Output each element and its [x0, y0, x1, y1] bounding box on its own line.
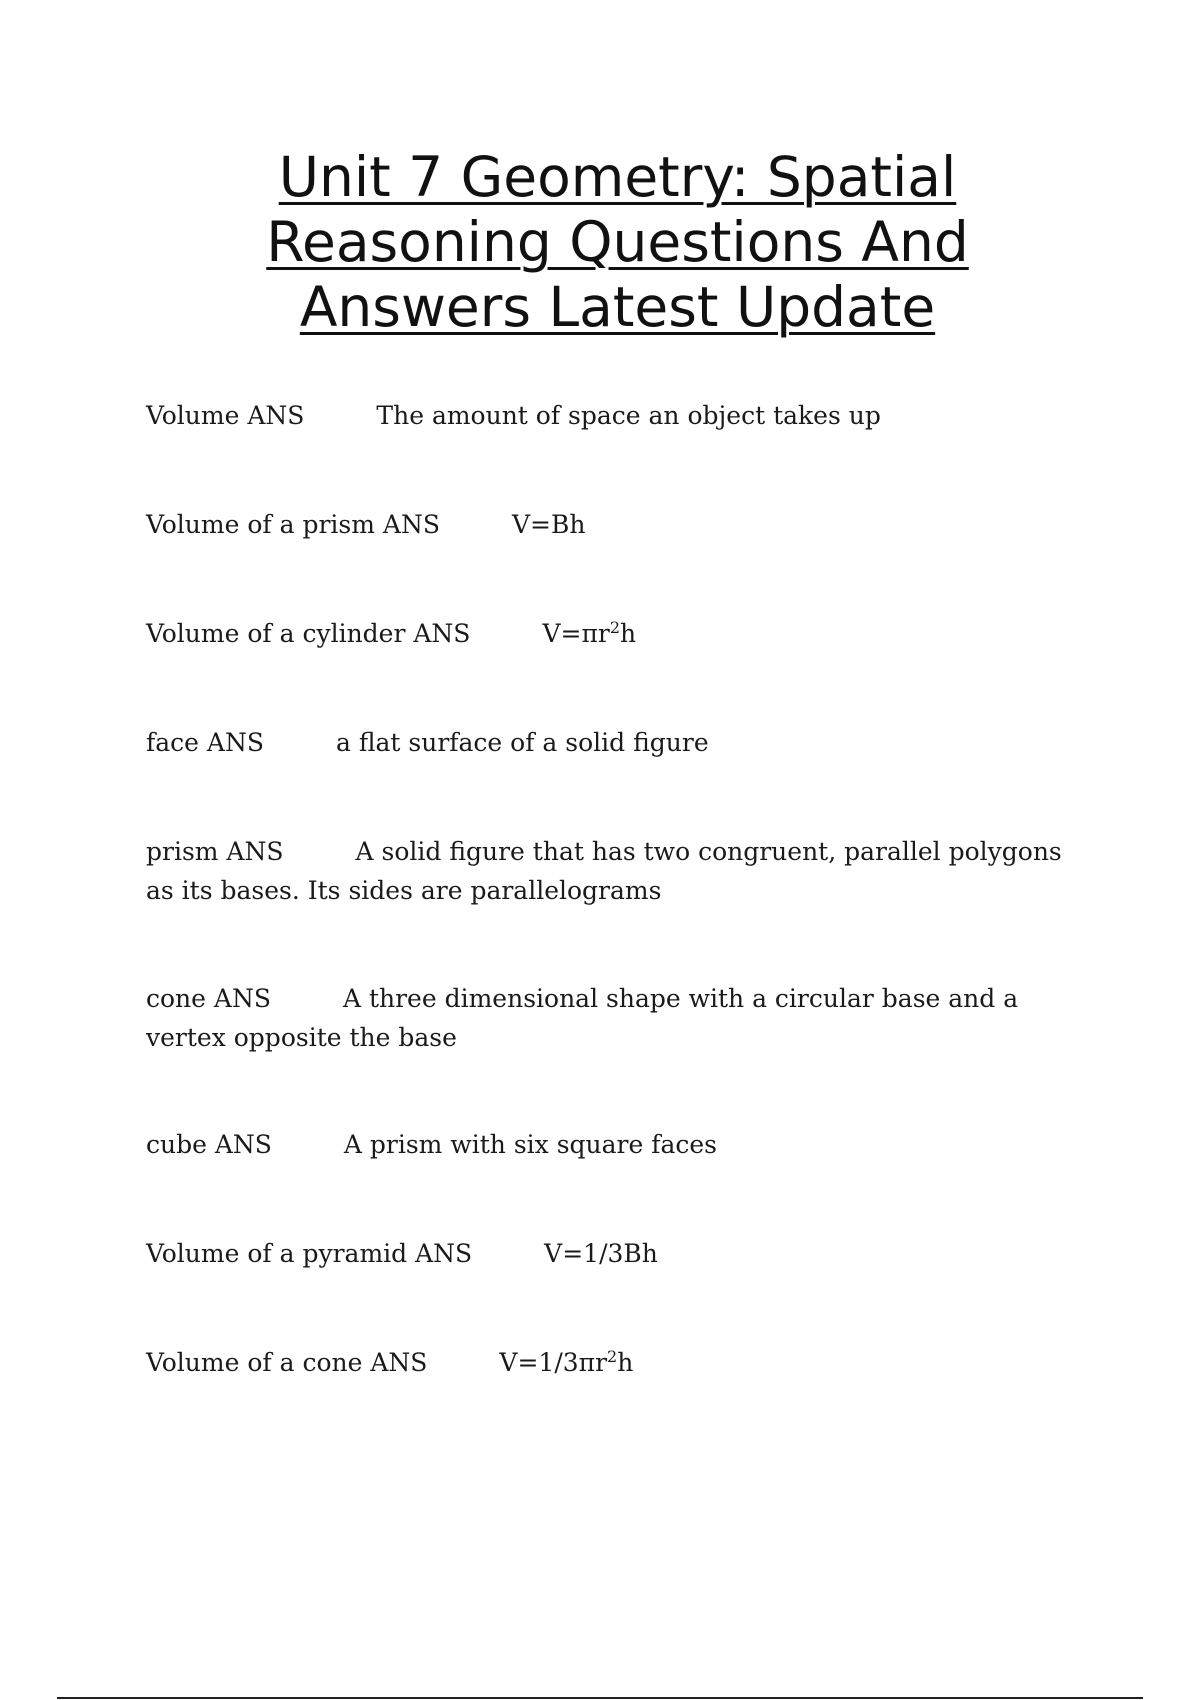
- qa-answer: A prism with six square faces: [343, 1130, 718, 1159]
- footer-divider: [57, 1697, 1143, 1699]
- qa-term: Volume of a pyramid ANS: [146, 1239, 473, 1268]
- qa-term: face ANS: [146, 728, 264, 757]
- qa-entry: [146, 396, 1096, 435]
- qa-term: Volume of a cylinder ANS: [146, 619, 471, 648]
- qa-entry: [146, 832, 1096, 910]
- qa-term: prism ANS: [146, 837, 284, 866]
- qa-answer: [542, 619, 636, 648]
- qa-answer: V=1/3Bh: [544, 1239, 658, 1268]
- qa-entry: [146, 614, 1096, 653]
- qa-answer: V=Bh: [511, 510, 586, 539]
- qa-entry: [146, 1125, 1096, 1164]
- qa-answer-text: V=1/3πr: [499, 1348, 608, 1377]
- qa-term: Volume of a cone ANS: [146, 1348, 428, 1377]
- qa-answer-text: V=πr: [542, 619, 610, 648]
- qa-entry: [146, 1234, 1096, 1273]
- superscript-exponent: 2: [607, 1347, 618, 1366]
- qa-answer: [499, 1348, 633, 1377]
- qa-entry: [146, 723, 1096, 762]
- qa-answer: A solid figure that has two congruent, parallel polygons as its bases. Its sides are parallelograms: [146, 837, 1062, 905]
- qa-entry: [146, 979, 1096, 1057]
- qa-term: Volume ANS: [146, 401, 305, 430]
- qa-answer: a flat surface of a solid figure: [335, 728, 709, 757]
- qa-entry: [146, 1343, 1096, 1382]
- qa-entry: [146, 505, 1096, 544]
- qa-answer: The amount of space an object takes up: [376, 401, 881, 430]
- superscript-exponent: 2: [609, 618, 621, 637]
- qa-answer-text: h: [617, 1348, 634, 1377]
- qa-term: cube ANS: [146, 1130, 272, 1159]
- qa-term: cone ANS: [146, 984, 271, 1013]
- qa-term: Volume of a prism ANS: [146, 510, 440, 539]
- qa-answer: A three dimensional shape with a circular base and a vertex opposite the base: [146, 984, 1019, 1052]
- qa-answer-text: h: [620, 619, 637, 648]
- page-title: Unit 7 Geometry: Spatial Reasoning Questions And Answers Latest Update: [266, 145, 969, 339]
